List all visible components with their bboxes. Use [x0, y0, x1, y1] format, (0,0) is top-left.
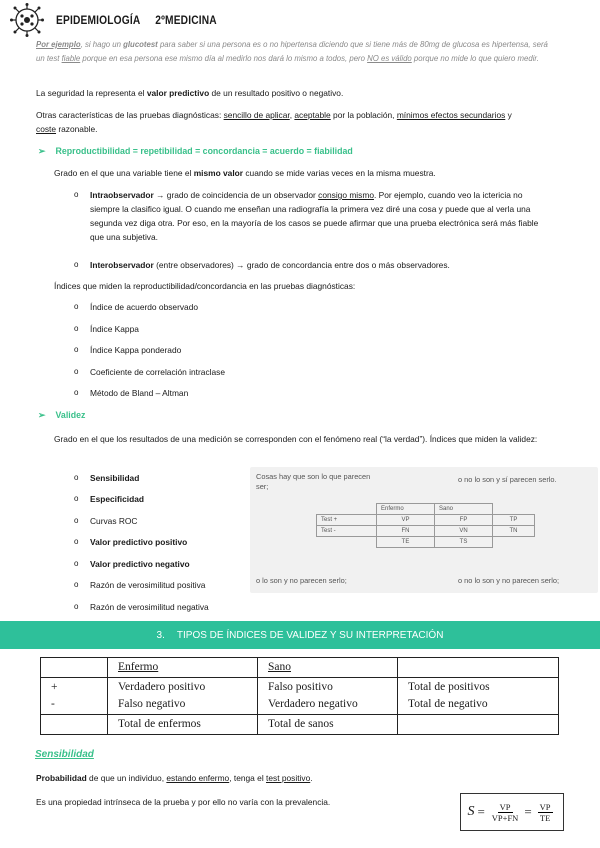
formula-fraction-1 [492, 802, 519, 823]
table-row [317, 504, 535, 515]
sensibilidad-property: Es una propiedad intrínseca de la prueba y por ello no varía con la prevalencia. [36, 797, 331, 807]
circle-bullet-icon: o [74, 302, 79, 311]
valor-predictivo-term: valor predictivo [146, 88, 210, 98]
formula-numerator: VP [499, 801, 511, 812]
banner-number: 3. [156, 629, 165, 641]
total-positivos: Total de positivos [408, 681, 490, 693]
section-banner [0, 621, 600, 649]
sensibilidad-title-text: Sensibilidad [35, 749, 94, 760]
otras-text-4: razonable. [56, 124, 98, 134]
repro-intro-1: Grado en el que una variable tiene el [54, 168, 194, 178]
list-item-text: Índice de acuerdo observado [90, 302, 199, 312]
glucotest-term: glucotest [123, 40, 158, 49]
figure-table [316, 503, 535, 548]
sens-text-3: . [310, 773, 313, 783]
table-cell [41, 658, 108, 678]
sensibilidad-formula [460, 793, 564, 831]
intra-text-2: . Por ejemplo, cuando veo la ictericia no siempre la clasifico igual. O cuando me enseñan una radiografía la primera vez diré una cosa y puede que al verla una segunda vez diga otra. Por eso, en la mayoría de los casos se puede afirmar que una prueba electrónica será más fiable que una subjetiva. [90, 190, 539, 242]
figure-text-top-right: o no lo son y sí parecen serlo. [458, 475, 557, 484]
example-text-3: porque en esa persona ese mismo día al medirlo nos dará lo mismo a todos, pero [80, 53, 368, 63]
list-item-text: Razón de verosimilitud positiva [90, 580, 206, 590]
total-sanos: Total de sanos [258, 715, 398, 735]
estando-enfermo-term: estando enfermo [166, 773, 230, 783]
validez-heading [38, 410, 85, 421]
figure-text-top-left: Cosas hay que son lo que parecen ser; [256, 472, 371, 491]
table-cell: Sano [435, 504, 493, 515]
circle-bullet-icon: o [74, 516, 79, 525]
formula-denominator: VP+FN [491, 812, 519, 823]
fiable-term: fiable [61, 53, 81, 63]
mismo-valor-term: mismo valor [193, 168, 244, 178]
circle-bullet-icon: o [74, 190, 79, 199]
table-cell [108, 678, 258, 715]
seguridad-text-1: La seguridad la representa el [36, 88, 147, 98]
falso-negativo: Falso negativo [118, 698, 186, 710]
sencillo-term: sencillo de aplicar [223, 110, 290, 120]
circle-bullet-icon: o [74, 602, 79, 611]
reproducibilidad-intro [54, 166, 554, 180]
circle-bullet-icon: o [74, 473, 79, 482]
aceptable-term: aceptable [294, 110, 331, 120]
table-cell [41, 678, 108, 715]
figure-text-bottom-right: o no lo son y no parecen serlo; [458, 576, 560, 585]
circle-bullet-icon: o [74, 388, 79, 397]
otras-text-2: por la población, [330, 110, 397, 120]
falso-positivo: Falso positivo [268, 681, 333, 693]
circle-bullet-icon: o [74, 559, 79, 568]
table-cell [41, 715, 108, 735]
table-row [41, 678, 559, 715]
list-item-text: Especificidad [90, 494, 144, 504]
example-text-1: , si hago un [80, 40, 124, 49]
table-cell [398, 715, 559, 735]
otras-text-3: y [505, 110, 512, 120]
course-year: 2ºMEDICINA [155, 13, 217, 27]
seguridad-paragraph [36, 86, 556, 100]
validity-figure [250, 467, 598, 593]
table-cell [398, 678, 559, 715]
banner-title: TIPOS DE ÍNDICES DE VALIDEZ Y SU INTERPRETACIÓN [176, 629, 444, 641]
circle-bullet-icon: o [74, 537, 79, 546]
probabilidad-term: Probabilidad [36, 773, 87, 783]
otras-caracteristicas-paragraph [36, 108, 534, 136]
list-item-text: Método de Bland – Altman [90, 388, 189, 398]
list-item-text: Índice Kappa ponderado [90, 345, 182, 355]
coste-term: coste [36, 124, 57, 134]
table-row [317, 537, 535, 548]
formula-denominator: TE [539, 812, 551, 823]
test-positivo-term: test positivo [266, 773, 311, 783]
example-text-2: para saber si una persona es o no hipertensa diciendo que si tiene más de 80mg de glucosa es hipertensa, será un test [36, 40, 548, 63]
intra-text-1: → grado de coincidencia de un observador [153, 190, 319, 200]
sens-text-2: , tenga el [229, 773, 267, 783]
table-row [41, 658, 559, 678]
example-paragraph [36, 38, 556, 65]
table-cell: Test - [317, 526, 377, 537]
otras-comma: , [289, 110, 295, 120]
table-cell: VN [435, 526, 493, 537]
indices-intro: Índices que miden la reproductibilidad/concordancia en las pruebas diagnósticas: [54, 281, 356, 291]
table-cell: TS [435, 537, 493, 548]
list-item-text: Valor predictivo positivo [90, 537, 188, 547]
arrow-bullet-icon: ➢ [38, 410, 46, 420]
header-enfermo: Enfermo [118, 661, 159, 673]
sensibilidad-title [35, 749, 94, 760]
circle-bullet-icon: o [74, 494, 79, 503]
circle-bullet-icon: o [74, 345, 79, 354]
seguridad-text-2: de un resultado positivo o negativo. [209, 88, 344, 98]
example-lead: Por ejemplo [36, 40, 81, 49]
formula-equals: = [524, 804, 532, 819]
consigo-mismo-term: consigo mismo [318, 190, 374, 200]
list-item-text: Valor predictivo negativo [90, 559, 190, 569]
header-sano: Sano [268, 661, 291, 673]
course-name: EPIDEMIOLOGÍA [56, 13, 141, 27]
table-cell: FP [435, 515, 493, 526]
table-cell: TP [493, 515, 535, 526]
table-row [317, 526, 535, 537]
header-title [56, 13, 229, 27]
example-text-4: porque no mide lo que quiero medir. [411, 53, 539, 63]
verdadero-negativo: Verdadero negativo [268, 698, 358, 710]
page-header [10, 4, 259, 36]
arrow-bullet-icon: ➢ [38, 146, 46, 156]
otras-text-1: Otras características de las pruebas diagnósticas: [36, 110, 224, 120]
reproducibilidad-heading [38, 146, 353, 157]
table-cell: TE [377, 537, 435, 548]
formula-equals: = [477, 804, 485, 819]
formula-fraction-2 [538, 802, 553, 823]
table-cell: FN [377, 526, 435, 537]
sign-negative: - [51, 698, 55, 710]
virus-logo-icon [10, 3, 44, 37]
table-cell: TN [493, 526, 535, 537]
intraobservador-term: Intraobservador [90, 190, 154, 200]
table-cell: VP [377, 515, 435, 526]
circle-bullet-icon: o [74, 580, 79, 589]
circle-bullet-icon: o [74, 260, 79, 269]
table-cell [258, 678, 398, 715]
list-item-text: Índice Kappa [90, 324, 139, 334]
sens-text-1: de que un individuo, [86, 773, 167, 783]
repro-intro-2: cuando se mide varias veces en la misma muestra. [243, 168, 436, 178]
no-es-valido-term: NO es válido [367, 53, 412, 63]
verdadero-positivo: Verdadero positivo [118, 681, 206, 693]
validez-heading-text: Validez [55, 410, 86, 420]
table-row [317, 515, 535, 526]
interobservador-term: Interobservador [90, 260, 154, 270]
total-enfermos: Total de enfermos [108, 715, 258, 735]
table-cell [398, 658, 559, 678]
reproducibilidad-heading-text: Reproductibilidad = repetibilidad = concordancia = acuerdo = fiabilidad [55, 146, 353, 156]
table-row [41, 715, 559, 735]
table-cell: Test + [317, 515, 377, 526]
sensibilidad-definition [36, 771, 556, 785]
efectos-term: mínimos efectos secundarios [396, 110, 506, 120]
list-item-text: Curvas ROC [90, 516, 138, 526]
table-cell: Enfermo [377, 504, 435, 515]
inter-text-1: (entre observadores) → grado de concordancia entre dos o más observadores. [153, 260, 450, 270]
formula-lhs: S [467, 804, 475, 819]
contingency-table [40, 657, 559, 735]
sign-positive: + [51, 681, 58, 693]
figure-text-bottom-left: o lo son y no parecen serlo; [256, 576, 347, 585]
circle-bullet-icon: o [74, 367, 79, 376]
formula-numerator: VP [539, 801, 551, 812]
list-item-text: Razón de verosimilitud negativa [90, 602, 209, 612]
list-item-text: Coeficiente de correlación intraclase [90, 367, 226, 377]
validez-intro: Grado en el que los resultados de una medición se corresponden con el fenómeno real (“la verdad”). Índices que miden la validez: [54, 434, 538, 444]
circle-bullet-icon: o [74, 324, 79, 333]
list-item-text: Sensibilidad [90, 473, 140, 483]
total-negativo: Total de negativo [408, 698, 488, 710]
